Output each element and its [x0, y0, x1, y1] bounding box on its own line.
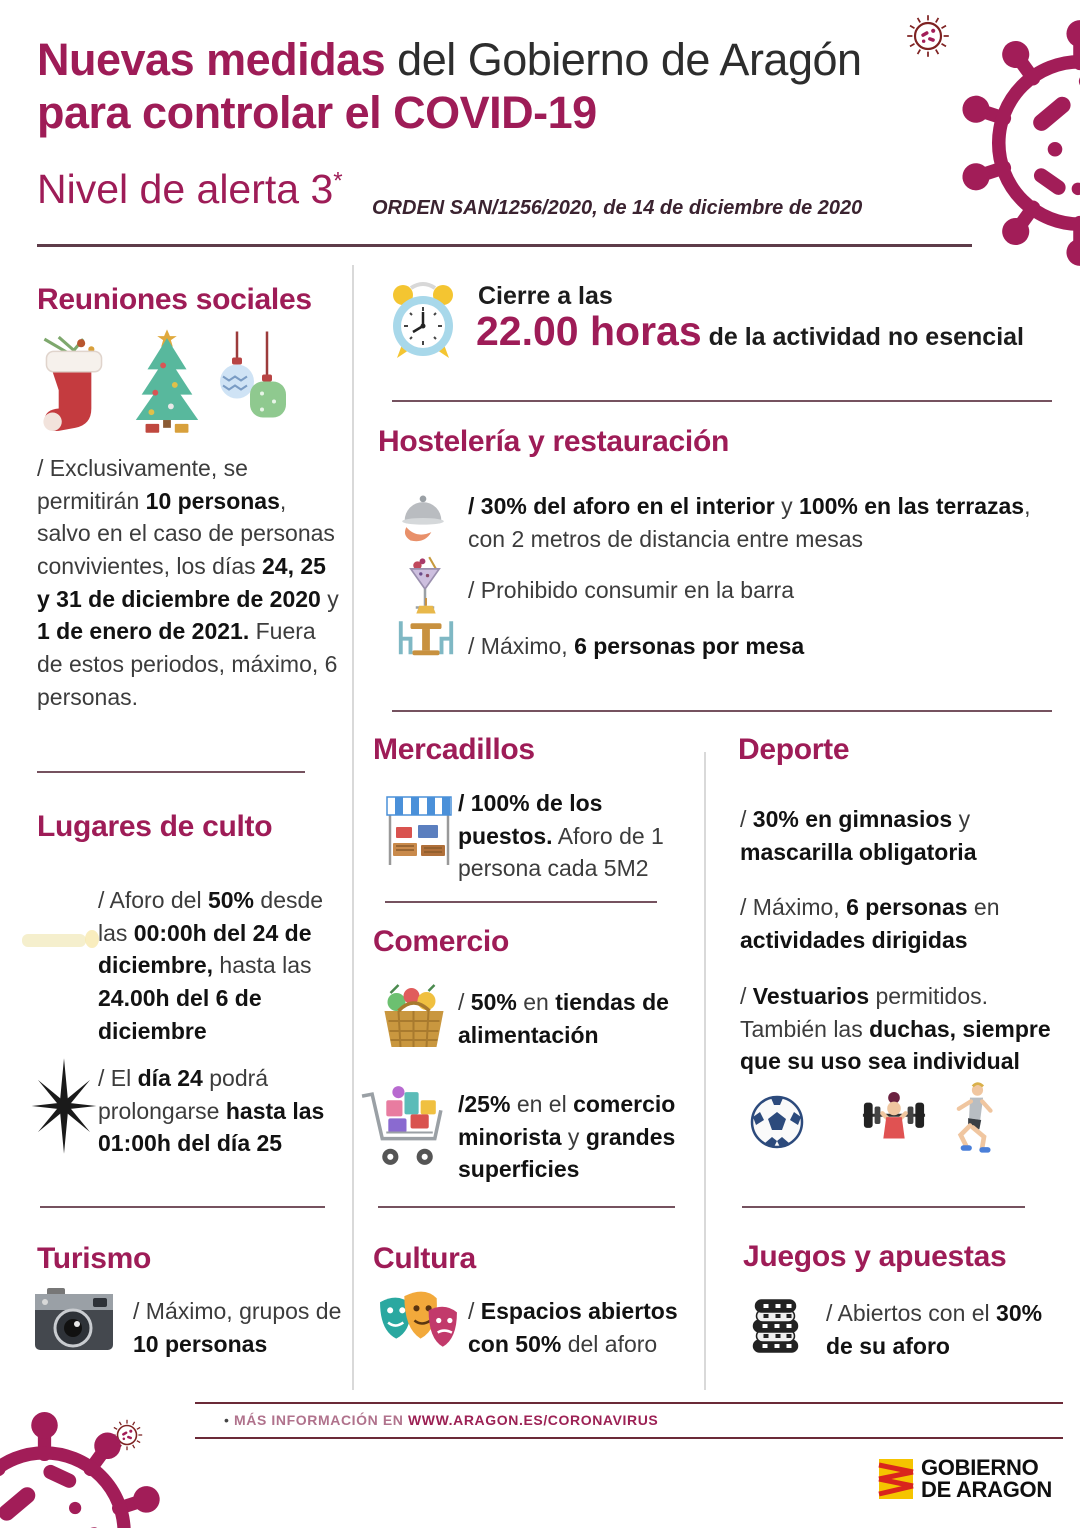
footer-divider-top: [195, 1402, 1063, 1404]
virus-small-icon: [902, 10, 954, 62]
cultura-text: / Espacios abiertos con 50% del aforo: [468, 1298, 678, 1357]
section-title-deporte: Deporte: [738, 733, 850, 766]
food-basket-icon: [376, 983, 452, 1053]
culto-text-2: / El día 24 podrá prolongarse hasta las 01:00h del día 25: [98, 1065, 325, 1157]
culto-text-1: / Aforo del 50% desde las 00:00h del 24 de diciembre, hasta las 24.00h del 6 de diciembre: [98, 887, 324, 1044]
government-logo: [921, 1457, 1052, 1502]
aragon-flag-icon: [876, 1458, 916, 1500]
closure-time: 22.00 horas: [476, 308, 702, 354]
camera-icon: [33, 1286, 115, 1356]
hosteleria-text-1: / 30% del aforo en el interior y 100% en las terrazas, con 2 metros de distancia entre mesas: [468, 493, 1031, 552]
divider-juegos: [742, 1206, 1025, 1208]
juegos-text: / Abiertos con el 30% de su aforo: [826, 1300, 1043, 1359]
closure-suffix: de la actividad no esencial: [701, 323, 1024, 351]
deporte-text-2: / Máximo, 6 personas en actividades dirigidas: [740, 894, 1000, 953]
section-title-hosteleria: Hostelería y restauración: [378, 425, 729, 458]
mercadillos-text: / 100% de los puestos. Aforo de 1 persona cada 5M2: [458, 790, 664, 882]
virus-icon: [0, 1410, 167, 1528]
ornaments-icon: [212, 330, 292, 428]
section-title-cultura: Cultura: [373, 1242, 476, 1275]
candle-icon: [18, 922, 103, 954]
logo-line-1: GOBIERNO: [921, 1455, 1039, 1480]
turismo-text: / Máximo, grupos de 10 personas: [133, 1298, 342, 1357]
footer-divider-bottom: [195, 1437, 1063, 1439]
header-divider: [37, 244, 972, 247]
section-title-mercadillos: Mercadillos: [373, 733, 535, 766]
soccer-ball-icon: [750, 1095, 804, 1149]
closure-line2: [476, 308, 1036, 355]
poker-chips-icon: [748, 1288, 804, 1358]
weightlifter-icon: [858, 1090, 930, 1156]
divider-hosteleria: [392, 710, 1052, 712]
deporte-text-1: / 30% en gimnasios y mascarilla obligatoria: [740, 806, 977, 865]
star-icon: [28, 1055, 100, 1157]
market-stall-icon: [383, 793, 455, 871]
footer-bullet: •: [224, 1412, 230, 1428]
column-divider-left: [352, 265, 354, 1390]
order-reference: ORDEN SAN/1256/2020, de 14 de diciembre de 2020: [372, 197, 863, 219]
page-title: Nuevas medidas del Gobierno de Aragón para controlar el COVID-19: [37, 34, 862, 138]
section-title-comercio: Comercio: [373, 925, 509, 958]
shopping-cart-icon: [358, 1080, 454, 1176]
cloche-icon: [398, 488, 448, 548]
section-title-culto: Lugares de culto: [37, 810, 273, 843]
footer-info: [224, 1412, 658, 1428]
alert-asterisk: *: [333, 167, 343, 195]
footer-info-url: WWW.ARAGON.ES/CORONAVIRUS: [407, 1412, 659, 1428]
footer-info-label: MÁS INFORMACIÓN EN: [234, 1412, 408, 1428]
section-title-juegos: Juegos y apuestas: [743, 1240, 1007, 1273]
comercio-text-1: / 50% en tiendas de alimentación: [458, 989, 669, 1048]
christmas-tree-icon: [128, 328, 206, 436]
virus-icon: [955, 18, 1080, 268]
stocking-icon: [38, 333, 110, 435]
deporte-text-3: / Vestuarios permitidos. También las duchas, siempre que su uso sea individual: [740, 983, 1051, 1075]
section-title-turismo: Turismo: [37, 1242, 152, 1275]
divider-turismo: [40, 1206, 325, 1208]
hosteleria-text-3: / Máximo, 6 personas por mesa: [468, 633, 805, 659]
alarm-clock-icon: [383, 280, 463, 368]
divider-reuniones: [37, 771, 305, 773]
comercio-text-2: /25% en el comercio minorista y grandes superficies: [458, 1091, 676, 1183]
divider-mercadillos: [385, 901, 657, 903]
table-chairs-icon: [392, 598, 460, 662]
logo-line-2: DE ARAGON: [921, 1477, 1052, 1503]
closure-line1: Cierre a las: [478, 282, 613, 310]
divider-closure: [392, 400, 1052, 402]
runner-icon: [942, 1082, 998, 1158]
alert-level: Nivel de alerta 3*: [37, 166, 343, 212]
section-title-reuniones: Reuniones sociales: [37, 283, 312, 316]
divider-cultura: [378, 1206, 675, 1208]
theater-masks-icon: [376, 1286, 462, 1362]
hosteleria-text-2: / Prohibido consumir en la barra: [468, 577, 794, 603]
reuniones-text: / Exclusivamente, se permitirán 10 personas, salvo en el caso de personas convivientes, los días 24, 25 y 31 de diciembre de 2020 y 1 de enero de 2021. Fuera de estos periodos, máximo, 6 personas.: [37, 455, 339, 710]
